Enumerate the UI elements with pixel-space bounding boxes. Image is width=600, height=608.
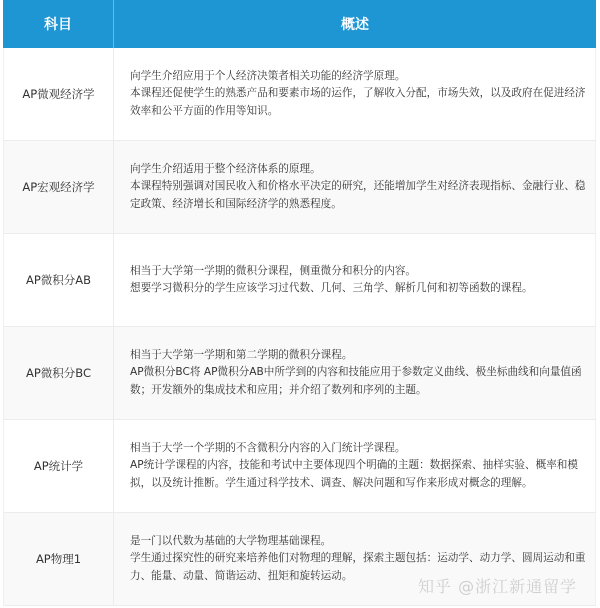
overview-line: 相当于大学一个学期的不含微积分内容的入门统计学课程。 bbox=[130, 441, 406, 454]
table-row bbox=[3, 420, 596, 513]
ap-courses-table bbox=[3, 0, 596, 606]
table-row bbox=[3, 327, 596, 420]
overview-cell bbox=[114, 234, 595, 326]
table-row bbox=[3, 141, 596, 234]
overview-line: 向学生介绍适用于整个经济体系的原理。 bbox=[130, 162, 321, 175]
overview-cell bbox=[114, 48, 595, 140]
overview-line: 相当于大学第一学期的微积分课程，侧重微分和积分的内容。 bbox=[130, 264, 417, 277]
overview-cell bbox=[114, 420, 595, 512]
subject-cell: AP统计学 bbox=[4, 420, 114, 512]
overview-line: 本课程还促使学生的熟悉产品和要素市场的运作，了解收入分配，市场失效，以及政府在促进经济效率和公平方面的作用等知识。 bbox=[130, 87, 586, 117]
table-row bbox=[3, 48, 596, 141]
overview-line: 想要学习微积分的学生应该学习过代数、几何、三角学、解析几何和初等函数的课程。 bbox=[130, 282, 533, 294]
overview-line: 向学生介绍应用于个人经济决策者相关功能的经济学原理。 bbox=[130, 69, 406, 82]
overview-line: 学生通过探究性的研究来培养他们对物理的理解，探索主题包括：运动学、动力学、圆周运动和重力、能量、动量、简谐运动、扭矩和旋转运动。 bbox=[130, 552, 586, 582]
subject-cell: AP微积分AB bbox=[4, 234, 114, 326]
table-row bbox=[3, 234, 596, 327]
subject-cell: AP物理1 bbox=[4, 513, 114, 605]
header-overview: 概述 bbox=[341, 17, 369, 33]
overview-cell bbox=[114, 327, 595, 419]
table-header bbox=[3, 0, 596, 48]
overview-line: 相当于大学第一学期和第二学期的微积分课程。 bbox=[130, 348, 353, 361]
overview-line: 是一门以代数为基础的大学物理基础课程。 bbox=[130, 534, 332, 547]
subject-cell: AP微观经济学 bbox=[4, 48, 114, 140]
overview-cell bbox=[114, 141, 595, 233]
zhihu-watermark: 知乎 @浙江新通留学 bbox=[418, 577, 578, 596]
overview-line: AP微积分BC将 AP微积分AB中所学到的内容和技能应用于参数定义曲线、极坐标曲线和向量值函数；开发额外的集成技术和应用；并介绍了数列和序列的主题。 bbox=[130, 366, 582, 396]
subject-cell: AP微积分BC bbox=[4, 327, 114, 419]
overview-line: AP统计学课程的内容，技能和考试中主要体现四个明确的主题：数据探索、抽样实验、概率和模拟，以及统计推断。学生通过科学技术、调查、解决问题和写作来形成对概念的理解。 bbox=[130, 459, 578, 489]
overview-line: 本课程特别强调对国民收入和价格水平决定的研究，还能增加学生对经济表现指标、金融行业、稳定政策、经济增长和国际经济学的熟悉程度。 bbox=[130, 180, 586, 210]
header-subject: 科目 bbox=[3, 0, 114, 48]
subject-cell: AP宏观经济学 bbox=[4, 141, 114, 233]
